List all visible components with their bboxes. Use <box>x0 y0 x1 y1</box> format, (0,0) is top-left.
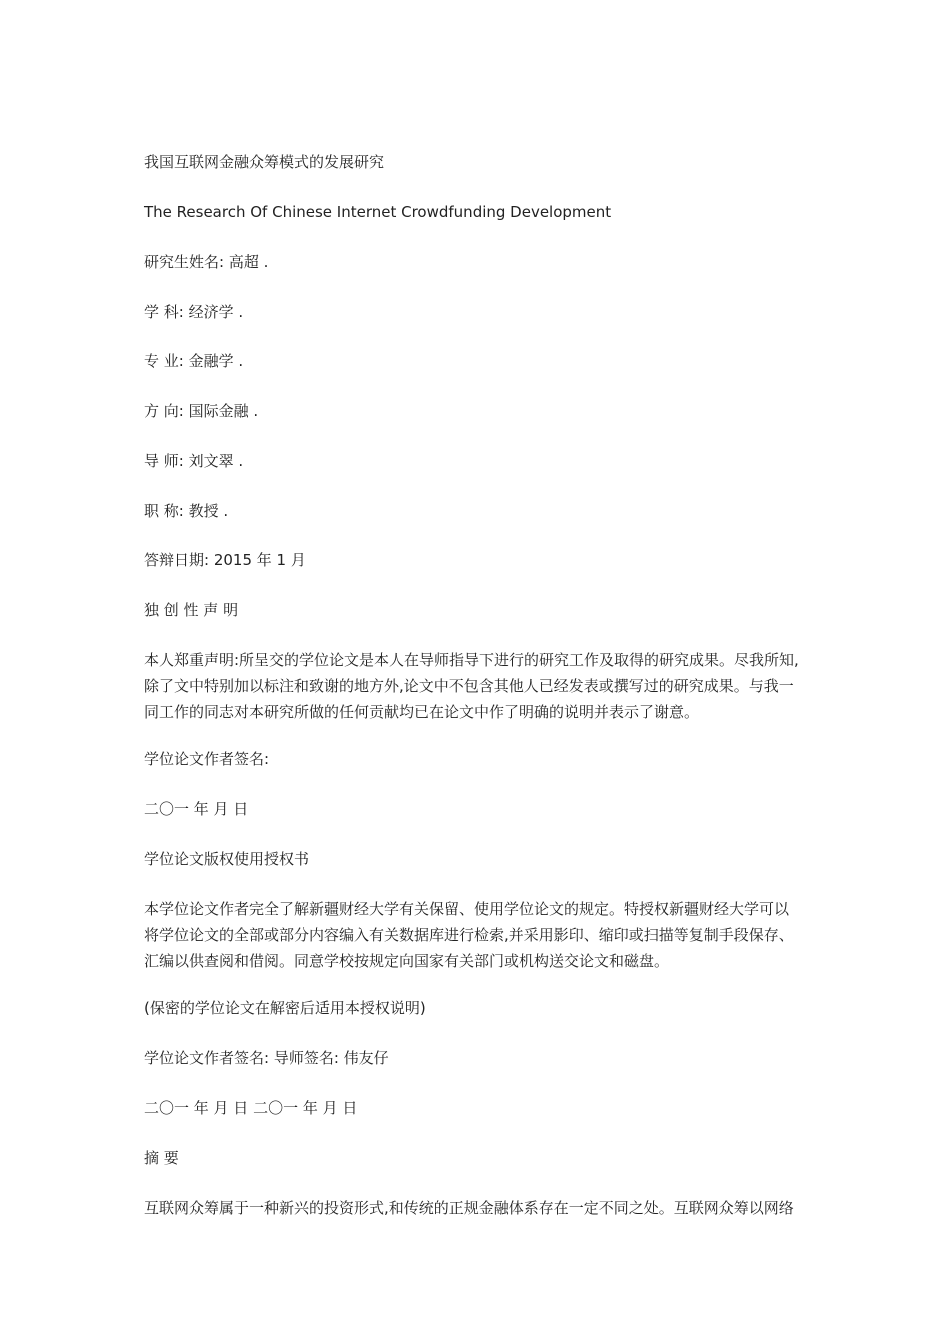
advisor-line: 导 师: 刘文翠 . <box>144 452 244 470</box>
major-line: 专 业: 金融学 . <box>144 352 244 370</box>
abstract-heading: 摘 要 <box>144 1149 179 1167</box>
defense-date-line: 答辩日期: 2015 年 1 月 <box>144 551 306 569</box>
copyright-heading: 学位论文版权使用授权书 <box>144 850 310 868</box>
originality-statement <box>144 647 806 725</box>
copyright-statement-line: 将学位论文的全部或部分内容编入有关数据库进行检索,并采用影印、缩印或扫描等复制手段保存、 <box>144 926 794 944</box>
direction-line: 方 向: 国际金融 . <box>144 402 259 420</box>
originality-statement-line: 同工作的同志对本研究所做的任何贡献均已在论文中作了明确的说明并表示了谢意。 <box>144 703 700 721</box>
confidential-note: (保密的学位论文在解密后适用本授权说明) <box>144 999 426 1017</box>
copyright-statement-line: 本学位论文作者完全了解新疆财经大学有关保留、使用学位论文的规定。特授权新疆财经大学可以 <box>144 900 790 918</box>
date-line: 二〇一 年 月 日 <box>144 800 249 818</box>
discipline-line: 学 科: 经济学 . <box>144 303 244 321</box>
author-signature-line: 学位论文作者签名: <box>144 750 270 768</box>
copyright-statement-line: 汇编以供查阅和借阅。同意学校按规定向国家有关部门或机构送交论文和磁盘。 <box>144 952 670 970</box>
dual-date-line: 二〇一 年 月 日 二〇一 年 月 日 <box>144 1099 358 1117</box>
originality-statement-line: 除了文中特别加以标注和致谢的地方外,论文中不包含其他人已经发表或撰写过的研究成果。与我一 <box>144 677 794 695</box>
advisor-title-line: 职 称: 教授 . <box>144 502 229 520</box>
originality-heading: 独 创 性 声 明 <box>144 601 239 619</box>
abstract-first-line: 互联网众筹属于一种新兴的投资形式,和传统的正规金融体系存在一定不同之处。互联网众筹以网络 <box>144 1199 794 1217</box>
student-name-line: 研究生姓名: 高超 . <box>144 253 269 271</box>
copyright-statement <box>144 896 806 974</box>
originality-statement-line: 本人郑重声明:所呈交的学位论文是本人在导师指导下进行的研究工作及取得的研究成果。尽我所知, <box>144 651 799 669</box>
thesis-title-chinese: 我国互联网金融众筹模式的发展研究 <box>144 153 385 171</box>
thesis-title-english: The Research Of Chinese Internet Crowdfunding Development <box>144 203 612 221</box>
signatures-line: 学位论文作者签名: 导师签名: 伟友仔 <box>144 1049 389 1067</box>
